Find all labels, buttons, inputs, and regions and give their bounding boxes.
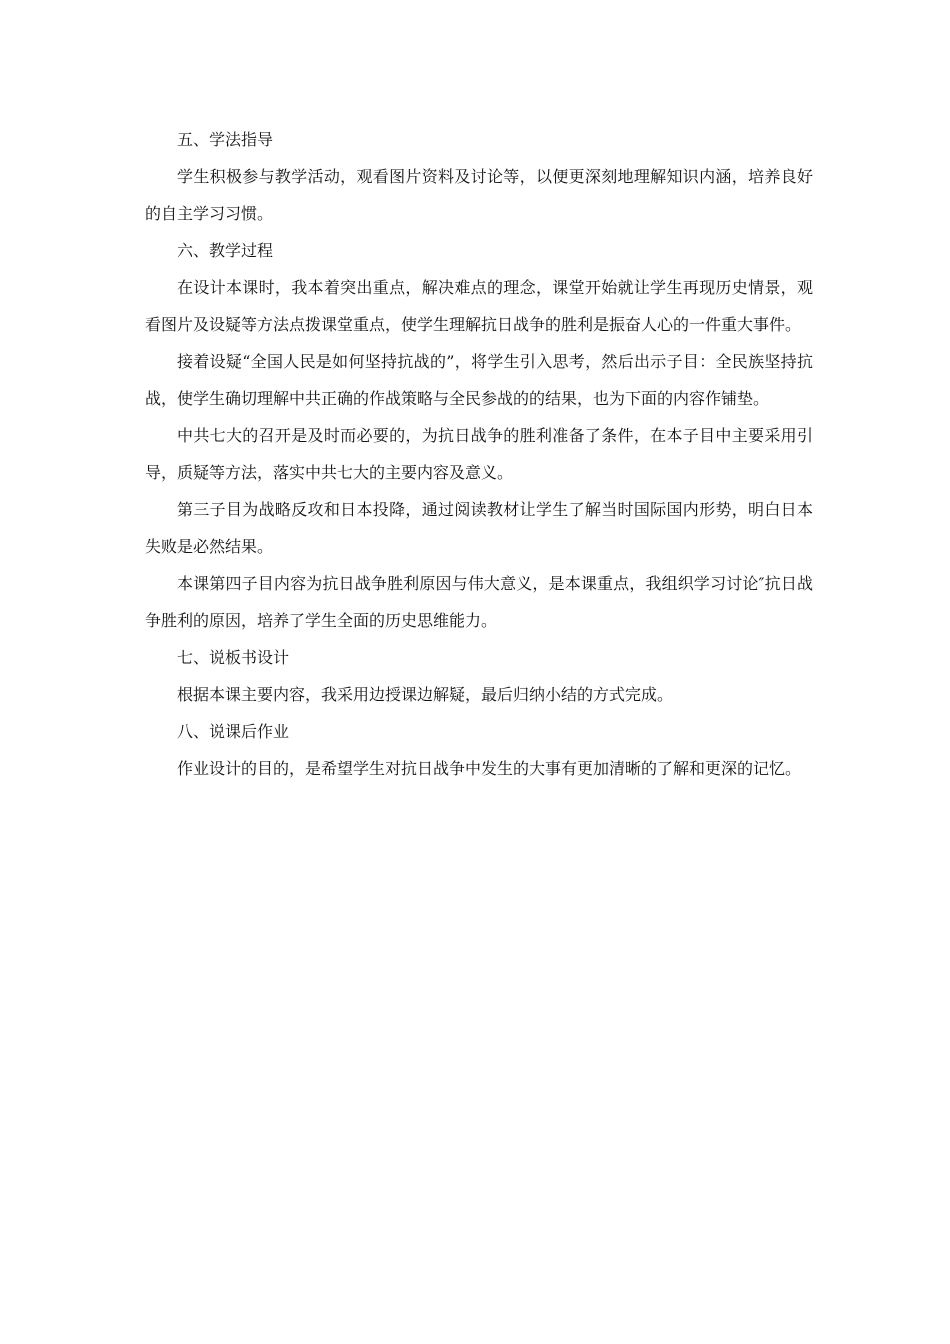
section-heading-teaching-process: 六、教学过程 [177,241,274,260]
section-heading-homework: 八、说课后作业 [177,722,290,741]
paragraph-study-method: 学生积极参与教学活动，观看图片资料及讨论等，以便更深刻地理解知识内涵，培养良好的自主学习习惯。 [145,167,813,223]
paragraph-board-design: 根据本课主要内容，我采用边授课边解疑，最后归纳小结的方式完成。 [177,685,674,704]
paragraph-teaching-process-4: 第三子目为战略反攻和日本投降，通过阅读教材让学生了解当时国际国内形势，明白日本失败是必然结果。 [145,500,813,556]
section-heading-board-design: 七、说板书设计 [177,648,290,667]
paragraph-teaching-process-2: 接着设疑“全国人民是如何坚持抗战的”，将学生引入思考，然后出示子目：全民族坚持抗战，使学生确切理解中共正确的作战策略与全民参战的的结果，也为下面的内容作铺垫。 [145,352,813,408]
paragraph-teaching-process-3: 中共七大的召开是及时而必要的，为抗日战争的胜利准备了条件，在本子目中主要采用引导，质疑等方法，落实中共七大的主要内容及意义。 [145,426,813,482]
paragraph-teaching-process-5: 本课第四子目内容为抗日战争胜利原因与伟大意义，是本课重点，我组织学习讨论″抗日战争胜利的原因，培养了学生全面的历史思维能力。 [145,574,813,630]
document-body [145,121,813,787]
section-heading-study-method: 五、学法指导 [177,130,274,149]
paragraph-teaching-process-1: 在设计本课时，我本着突出重点，解决难点的理念，课堂开始就让学生再现历史情景，观看图片及设疑等方法点拨课堂重点，使学生理解抗日战争的胜利是振奋人心的一件重大事件。 [145,278,813,334]
paragraph-homework: 作业设计的目的，是希望学生对抗日战争中发生的大事有更加清晰的了解和更深的记忆。 [177,759,802,778]
